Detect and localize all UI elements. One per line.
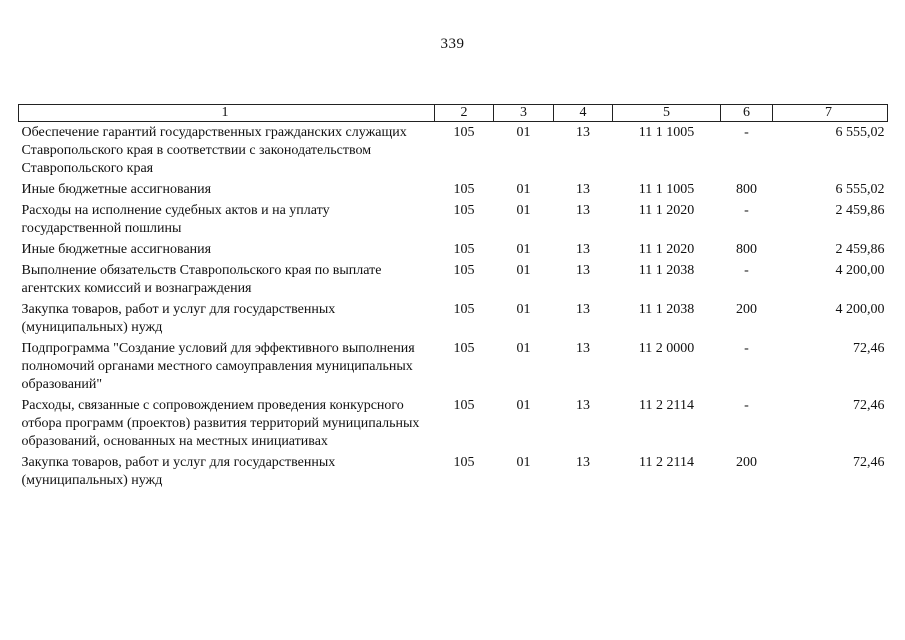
column-header-4: 4	[554, 105, 613, 122]
column-header-6: 6	[721, 105, 773, 122]
row-expense-type: 800	[736, 182, 757, 197]
table-row	[19, 338, 888, 395]
row-amount: 2 459,86	[835, 203, 885, 218]
table-row	[19, 299, 888, 338]
row-target-article: 11 1 2020	[638, 242, 695, 257]
row-expense-type: -	[744, 398, 749, 413]
row-amount: 72,46	[853, 455, 885, 470]
table-row	[19, 122, 888, 180]
column-header-3: 3	[494, 105, 554, 122]
row-code-subsection: 13	[576, 341, 590, 356]
row-code-ministry: 105	[453, 341, 475, 356]
row-target-article: 11 2 2114	[639, 398, 694, 413]
row-name: Иные бюджетные ассигнования	[21, 242, 212, 257]
column-header-5: 5	[613, 105, 721, 122]
row-expense-type: -	[744, 125, 749, 140]
row-code-section: 01	[516, 398, 531, 413]
row-amount: 4 200,00	[835, 302, 885, 317]
row-code-section: 01	[516, 242, 531, 257]
row-code-ministry: 105	[453, 455, 475, 470]
row-code-ministry: 105	[453, 263, 475, 278]
row-amount: 2 459,86	[835, 242, 885, 257]
row-amount: 72,46	[853, 398, 885, 413]
row-name: Расходы, связанные с сопровождением проведения конкурсного отбора программ (проектов) развития территорий муниципальных образований, основанных на местных инициативах	[21, 398, 420, 449]
page-number: 339	[440, 36, 465, 52]
row-code-ministry: 105	[453, 125, 475, 140]
table-row	[19, 395, 888, 452]
row-code-section: 01	[516, 125, 531, 140]
row-amount: 6 555,02	[835, 182, 885, 197]
row-code-subsection: 13	[576, 398, 590, 413]
row-target-article: 11 1 1005	[638, 182, 695, 197]
row-code-subsection: 13	[576, 302, 590, 317]
row-code-section: 01	[516, 203, 531, 218]
row-expense-type: -	[744, 341, 749, 356]
row-code-ministry: 105	[453, 242, 475, 257]
row-name: Иные бюджетные ассигнования	[21, 182, 212, 197]
row-expense-type: -	[744, 263, 749, 278]
row-code-ministry: 105	[453, 302, 475, 317]
table-row	[19, 239, 888, 260]
row-target-article: 11 2 2114	[639, 455, 694, 470]
row-code-subsection: 13	[576, 182, 590, 197]
row-name: Расходы на исполнение судебных актов и на уплату государственной пошлины	[21, 203, 330, 236]
row-code-ministry: 105	[453, 203, 475, 218]
row-target-article: 11 1 2020	[638, 203, 695, 218]
row-code-subsection: 13	[576, 242, 590, 257]
budget-table	[18, 104, 888, 491]
row-expense-type: 200	[736, 455, 757, 470]
row-name: Закупка товаров, работ и услуг для государственных (муниципальных) нужд	[21, 455, 336, 488]
row-name: Выполнение обязательств Ставропольского края по выплате агентских комиссий и вознаграждения	[21, 263, 382, 296]
row-amount: 72,46	[853, 341, 885, 356]
row-amount: 6 555,02	[835, 125, 885, 140]
row-expense-type: -	[744, 203, 749, 218]
row-code-section: 01	[516, 341, 531, 356]
column-header-1: 1	[19, 105, 435, 122]
row-code-ministry: 105	[453, 398, 475, 413]
row-name: Подпрограмма "Создание условий для эффективного выполнения полномочий органами местного самоуправления муниципальных образований"	[21, 341, 415, 392]
row-name: Обеспечение гарантий государственных гражданских служащих Ставропольского края в соответствии с законодательством Ставропольского края	[21, 125, 407, 176]
row-code-section: 01	[516, 455, 531, 470]
table-header-row	[19, 105, 888, 122]
row-code-section: 01	[516, 263, 531, 278]
column-header-2: 2	[435, 105, 494, 122]
row-expense-type: 800	[736, 242, 757, 257]
column-header-7: 7	[773, 105, 888, 122]
table-row	[19, 200, 888, 239]
row-code-subsection: 13	[576, 455, 590, 470]
table-row	[19, 260, 888, 299]
row-amount: 4 200,00	[835, 263, 885, 278]
row-code-subsection: 13	[576, 263, 590, 278]
row-target-article: 11 1 2038	[638, 302, 695, 317]
row-expense-type: 200	[736, 302, 757, 317]
table-row	[19, 179, 888, 200]
table-row	[19, 452, 888, 491]
row-name: Закупка товаров, работ и услуг для государственных (муниципальных) нужд	[21, 302, 336, 335]
row-target-article: 11 1 2038	[638, 263, 695, 278]
row-code-subsection: 13	[576, 203, 590, 218]
row-target-article: 11 2 0000	[638, 341, 695, 356]
row-code-ministry: 105	[453, 182, 475, 197]
row-code-section: 01	[516, 182, 531, 197]
row-target-article: 11 1 1005	[638, 125, 695, 140]
row-code-section: 01	[516, 302, 531, 317]
row-code-subsection: 13	[576, 125, 590, 140]
